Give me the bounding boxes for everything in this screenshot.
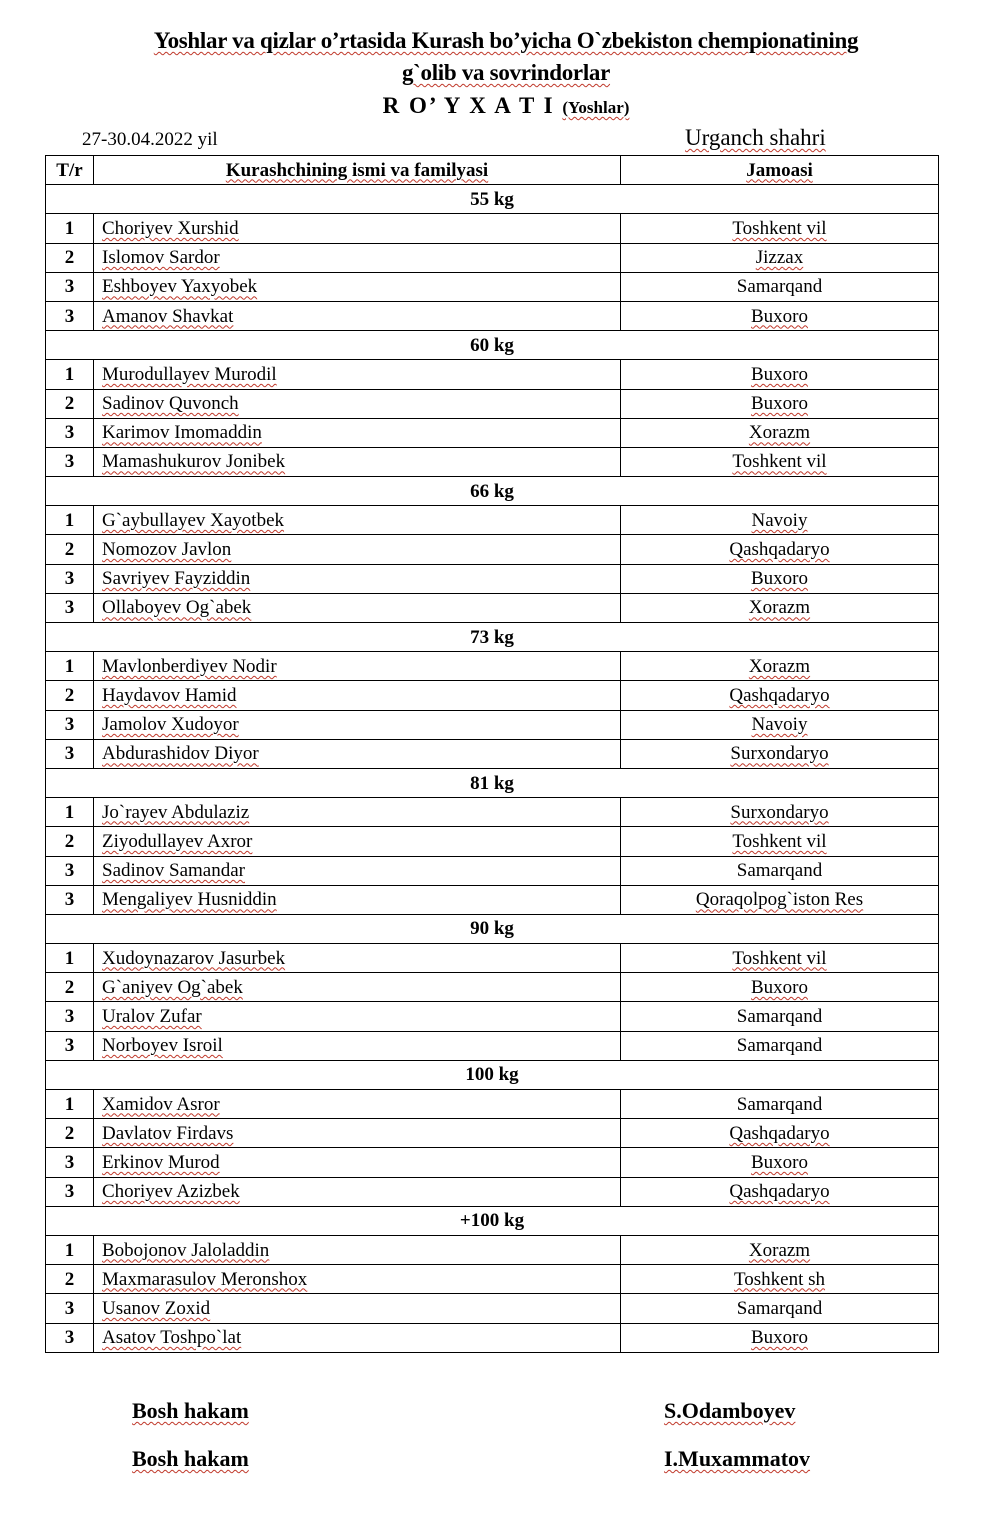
table-row xyxy=(46,1177,939,1206)
column-header-team-text: Jamoasi xyxy=(746,159,813,181)
team-cell xyxy=(621,885,939,914)
category-row xyxy=(46,331,939,360)
table-row xyxy=(46,243,939,272)
name-cell xyxy=(94,885,621,914)
wrestler-name: Haydavov Hamid xyxy=(102,684,237,706)
weight-category: 66 kg xyxy=(46,477,939,506)
heading-subtitle: (Yoshlar) xyxy=(562,98,630,117)
table-row xyxy=(46,739,939,768)
name-cell xyxy=(94,1002,621,1031)
team-name: Xorazm xyxy=(748,655,811,677)
team-cell xyxy=(621,447,939,476)
name-cell xyxy=(94,214,621,243)
team-cell xyxy=(621,1323,939,1352)
table-row xyxy=(46,447,939,476)
place-cell: 3 xyxy=(46,593,94,622)
team-cell xyxy=(621,1119,939,1148)
team-cell xyxy=(621,827,939,856)
column-header-number: T/r xyxy=(46,156,94,185)
team-name: Samarqand xyxy=(736,1035,823,1057)
wrestler-name: Islomov Sardor xyxy=(102,247,220,269)
place-cell: 1 xyxy=(46,652,94,681)
name-cell xyxy=(94,1177,621,1206)
team-name: Qashqadaryo xyxy=(729,1122,830,1144)
name-cell xyxy=(94,944,621,973)
team-name: Buxoro xyxy=(751,363,808,385)
team-cell xyxy=(621,272,939,301)
table-row xyxy=(46,593,939,622)
table-row xyxy=(46,535,939,564)
place-cell: 3 xyxy=(46,856,94,885)
name-cell xyxy=(94,1294,621,1323)
table-row xyxy=(46,973,939,1002)
wrestler-name: Ollaboyev Og`abek xyxy=(102,597,252,619)
team-cell xyxy=(621,214,939,243)
team-name: Surxondaryo xyxy=(730,743,829,765)
name-cell xyxy=(94,1119,621,1148)
place-cell: 2 xyxy=(46,681,94,710)
name-cell xyxy=(94,1323,621,1352)
wrestler-name: Maxmarasulov Meronshox xyxy=(102,1268,308,1290)
team-name: Buxoro xyxy=(751,1327,808,1349)
weight-category: +100 kg xyxy=(46,1206,939,1235)
category-row xyxy=(46,185,939,214)
title-line-2: g`olib va sovrindorlar xyxy=(401,60,611,85)
team-name: Samarqand xyxy=(736,276,823,298)
event-city: Urganch shahri xyxy=(685,125,826,150)
place-cell: 3 xyxy=(46,710,94,739)
team-name: Buxoro xyxy=(751,568,808,590)
column-header-name xyxy=(94,156,621,185)
weight-category: 55 kg xyxy=(46,185,939,214)
place-cell: 3 xyxy=(46,272,94,301)
team-cell xyxy=(621,564,939,593)
wrestler-name: Xudoynazarov Jasurbek xyxy=(102,947,286,969)
team-name: Qashqadaryo xyxy=(729,684,830,706)
column-header-team xyxy=(621,156,939,185)
name-cell xyxy=(94,1235,621,1264)
team-cell xyxy=(621,1265,939,1294)
name-cell xyxy=(94,243,621,272)
signature-role-2: Bosh hakam xyxy=(132,1446,249,1471)
place-cell: 3 xyxy=(46,418,94,447)
wrestler-name: G`aybullayev Xayotbek xyxy=(102,509,285,531)
table-row xyxy=(46,1323,939,1352)
team-cell xyxy=(621,710,939,739)
team-name: Samarqand xyxy=(736,1297,823,1319)
table-row xyxy=(46,681,939,710)
category-row xyxy=(46,1206,939,1235)
place-cell: 2 xyxy=(46,1119,94,1148)
team-name: Buxoro xyxy=(751,1151,808,1173)
team-name: Toshkent vil xyxy=(732,947,827,969)
results-table xyxy=(45,155,939,1353)
name-cell xyxy=(94,593,621,622)
name-cell xyxy=(94,564,621,593)
document-title xyxy=(0,28,1000,54)
wrestler-name: Karimov Imomaddin xyxy=(102,422,262,444)
place-cell: 1 xyxy=(46,506,94,535)
heading-royxati: R O’ Y X A T I xyxy=(382,93,555,118)
team-cell xyxy=(621,1090,939,1119)
weight-category: 90 kg xyxy=(46,914,939,943)
category-row xyxy=(46,477,939,506)
name-cell xyxy=(94,1031,621,1060)
wrestler-name: Nomozov Javlon xyxy=(102,539,232,561)
team-cell xyxy=(621,389,939,418)
document-heading xyxy=(0,93,1000,119)
team-cell xyxy=(621,944,939,973)
weight-category: 100 kg xyxy=(46,1060,939,1089)
weight-category: 73 kg xyxy=(46,623,939,652)
place-cell: 3 xyxy=(46,301,94,330)
place-cell: 2 xyxy=(46,1265,94,1294)
place-cell: 2 xyxy=(46,973,94,1002)
place-cell: 3 xyxy=(46,1323,94,1352)
table-row xyxy=(46,1148,939,1177)
team-name: Toshkent sh xyxy=(733,1268,826,1290)
table-row xyxy=(46,389,939,418)
wrestler-name: Asatov Toshpo`lat xyxy=(102,1327,242,1349)
wrestler-name: Uralov Zufar xyxy=(102,1006,202,1028)
name-cell xyxy=(94,1090,621,1119)
team-name: Surxondaryo xyxy=(730,801,829,823)
wrestler-name: Norboyev Isroil xyxy=(102,1035,223,1057)
table-row xyxy=(46,272,939,301)
team-cell xyxy=(621,739,939,768)
name-cell xyxy=(94,710,621,739)
place-cell: 1 xyxy=(46,360,94,389)
table-row xyxy=(46,944,939,973)
team-cell xyxy=(621,360,939,389)
wrestler-name: Sadinov Samandar xyxy=(102,860,246,882)
name-cell xyxy=(94,447,621,476)
team-cell xyxy=(621,856,939,885)
place-cell: 2 xyxy=(46,243,94,272)
team-name: Qoraqolpog`iston Res xyxy=(695,889,864,911)
table-row xyxy=(46,1294,939,1323)
table-row xyxy=(46,360,939,389)
place-cell: 3 xyxy=(46,739,94,768)
category-row xyxy=(46,914,939,943)
team-cell xyxy=(621,535,939,564)
place-cell: 3 xyxy=(46,447,94,476)
name-cell xyxy=(94,681,621,710)
weight-category: 60 kg xyxy=(46,331,939,360)
table-row xyxy=(46,506,939,535)
place-cell: 3 xyxy=(46,885,94,914)
team-name: Buxoro xyxy=(751,305,808,327)
team-cell xyxy=(621,301,939,330)
place-cell: 1 xyxy=(46,798,94,827)
team-name: Toshkent vil xyxy=(732,830,827,852)
place-cell: 3 xyxy=(46,1148,94,1177)
team-cell xyxy=(621,1148,939,1177)
table-row xyxy=(46,1235,939,1264)
wrestler-name: Murodullayev Murodil xyxy=(102,363,277,385)
wrestler-name: Bobojonov Jaloladdin xyxy=(102,1239,270,1261)
wrestler-name: Eshboyev Yaxyobek xyxy=(102,276,258,298)
wrestler-name: Savriyev Fayziddin xyxy=(102,568,251,590)
wrestler-name: G`aniyev Og`abek xyxy=(102,976,243,998)
name-cell xyxy=(94,389,621,418)
name-cell xyxy=(94,418,621,447)
signature-name-1: S.Odamboyev xyxy=(664,1398,796,1423)
place-cell: 3 xyxy=(46,1177,94,1206)
name-cell xyxy=(94,856,621,885)
table-row xyxy=(46,1090,939,1119)
wrestler-name: Amanov Shavkat xyxy=(102,305,234,327)
place-cell: 1 xyxy=(46,1235,94,1264)
name-cell xyxy=(94,272,621,301)
team-cell xyxy=(621,418,939,447)
team-cell xyxy=(621,798,939,827)
column-header-name-text: Kurashchining ismi va familyasi xyxy=(225,159,489,181)
name-cell xyxy=(94,360,621,389)
team-name: Qashqadaryo xyxy=(729,1181,830,1203)
place-cell: 1 xyxy=(46,944,94,973)
category-row xyxy=(46,623,939,652)
name-cell xyxy=(94,535,621,564)
name-cell xyxy=(94,506,621,535)
wrestler-name: Ziyodullayev Axror xyxy=(102,830,253,852)
name-cell xyxy=(94,652,621,681)
team-name: Buxoro xyxy=(751,976,808,998)
wrestler-name: Mengaliyev Husniddin xyxy=(102,889,277,911)
table-row xyxy=(46,214,939,243)
table-row xyxy=(46,827,939,856)
place-cell: 3 xyxy=(46,564,94,593)
table-row xyxy=(46,1119,939,1148)
name-cell xyxy=(94,739,621,768)
team-name: Qashqadaryo xyxy=(729,539,830,561)
name-cell xyxy=(94,1148,621,1177)
table-row xyxy=(46,856,939,885)
wrestler-name: Abdurashidov Diyor xyxy=(102,743,259,765)
place-cell: 3 xyxy=(46,1294,94,1323)
table-row xyxy=(46,301,939,330)
team-name: Samarqand xyxy=(736,860,823,882)
name-cell xyxy=(94,827,621,856)
name-cell xyxy=(94,301,621,330)
team-name: Toshkent vil xyxy=(732,451,827,473)
wrestler-name: Jamolov Xudoyor xyxy=(102,714,239,736)
wrestler-name: Jo`rayev Abdulaziz xyxy=(102,801,250,823)
team-cell xyxy=(621,593,939,622)
wrestler-name: Choriyev Xurshid xyxy=(102,217,239,239)
place-cell: 2 xyxy=(46,535,94,564)
place-cell: 3 xyxy=(46,1002,94,1031)
table-row xyxy=(46,418,939,447)
team-name: Samarqand xyxy=(736,1093,823,1115)
team-name: Xorazm xyxy=(748,422,811,444)
wrestler-name: Sadinov Quvonch xyxy=(102,393,239,415)
place-cell: 1 xyxy=(46,1090,94,1119)
category-row xyxy=(46,768,939,797)
name-cell xyxy=(94,798,621,827)
table-row xyxy=(46,710,939,739)
team-name: Jizzax xyxy=(755,247,804,269)
event-date: 27-30.04.2022 yil xyxy=(82,129,218,150)
table-row xyxy=(46,564,939,593)
signature-role-1: Bosh hakam xyxy=(132,1398,249,1423)
team-cell xyxy=(621,681,939,710)
document-title-line-2 xyxy=(0,60,1000,86)
team-cell xyxy=(621,1177,939,1206)
team-cell xyxy=(621,1002,939,1031)
table-row xyxy=(46,1002,939,1031)
category-row xyxy=(46,1060,939,1089)
title-line-1: Yoshlar va qizlar o’rtasida Kurash bo’yicha O`zbekiston chempionatining xyxy=(153,28,859,53)
place-cell: 3 xyxy=(46,1031,94,1060)
wrestler-name: Erkinov Murod xyxy=(102,1151,220,1173)
team-cell xyxy=(621,1235,939,1264)
team-name: Buxoro xyxy=(751,393,808,415)
team-name: Xorazm xyxy=(748,597,811,619)
place-cell: 2 xyxy=(46,389,94,418)
team-cell xyxy=(621,652,939,681)
wrestler-name: Mavlonberdiyev Nodir xyxy=(102,655,277,677)
signature-name-2: I.Muxammatov xyxy=(664,1446,811,1471)
wrestler-name: Choriyev Azizbek xyxy=(102,1181,240,1203)
table-row xyxy=(46,798,939,827)
results-body xyxy=(46,185,939,1353)
wrestler-name: Usanov Zoxid xyxy=(102,1297,211,1319)
table-header-row xyxy=(46,156,939,185)
team-cell xyxy=(621,1294,939,1323)
team-cell xyxy=(621,506,939,535)
table-row xyxy=(46,1265,939,1294)
wrestler-name: Davlatov Firdavs xyxy=(102,1122,234,1144)
wrestler-name: Mamashukurov Jonibek xyxy=(102,451,286,473)
team-cell xyxy=(621,973,939,1002)
team-name: Navoiy xyxy=(751,714,808,736)
weight-category: 81 kg xyxy=(46,768,939,797)
name-cell xyxy=(94,1265,621,1294)
team-name: Toshkent vil xyxy=(732,217,827,239)
name-cell xyxy=(94,973,621,1002)
place-cell: 1 xyxy=(46,214,94,243)
table-row xyxy=(46,885,939,914)
team-cell xyxy=(621,1031,939,1060)
team-name: Navoiy xyxy=(751,509,808,531)
team-cell xyxy=(621,243,939,272)
wrestler-name: Xamidov Asror xyxy=(102,1093,220,1115)
table-row xyxy=(46,1031,939,1060)
table-row xyxy=(46,652,939,681)
team-name: Xorazm xyxy=(748,1239,811,1261)
team-name: Samarqand xyxy=(736,1006,823,1028)
place-cell: 2 xyxy=(46,827,94,856)
